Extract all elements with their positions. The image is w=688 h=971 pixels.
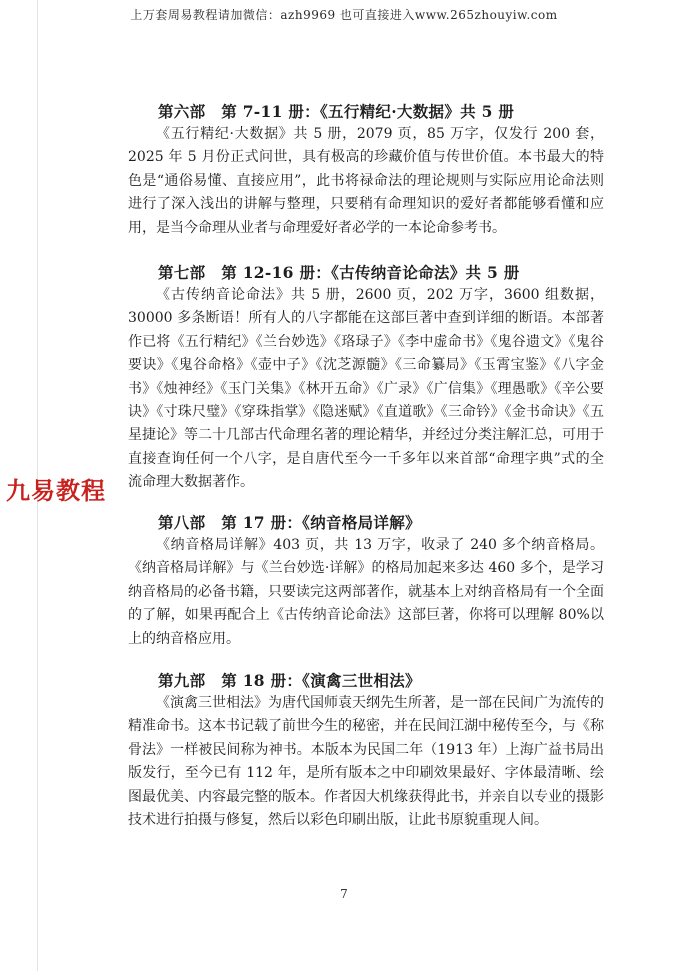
watermark-logo-text: 九易教程 <box>6 477 106 505</box>
page-header: 上万套周易教程请加微信：azh9969 也可直接进入www.265zhouyiw.com <box>130 8 558 22</box>
section-part-nine <box>128 670 604 832</box>
section-part-six <box>128 101 604 240</box>
section-heading: 第七部 第 12-16 册：《古传纳音论命法》共 5 册 <box>158 263 520 282</box>
section-part-eight <box>128 512 604 651</box>
section-heading: 第九部 第 18 册：《演禽三世相法》 <box>158 671 421 690</box>
section-part-seven <box>128 262 604 495</box>
page-number: 7 <box>340 887 348 901</box>
section-body: 《古传纳音论命法》共 5 册，2600 页，202 万字，3600 组数据，30000 多条断语！所有人的八字都能在这部巨著中查到详细的断语。本部著作已将《五行精纪》《兰台妙选》《珞琭子》《李中虚命书》《鬼谷遗文》《鬼谷要诀》《鬼谷命格》《壶中子》《沈芝源髓》《三命纂局》《玉霄宝鉴》《八字金书》《烛神经》《玉门关集》《林开五命》《广录》《广信集》《理愚歌》《辛公要诀》《寸珠尺璧》《穿珠指掌》《隐迷赋》《直道歌》《三命钤》《金书命诀》《五星捷论》等二十几部古代命理名著的理论精华，并经过分类注解汇总，可用于直接查询任何一个八字，是自唐代至今一千多年以来首部“命理字典”式的全流命理大数据著作。 <box>128 287 604 491</box>
section-body: 《演禽三世相法》为唐代国师袁天纲先生所著，是一部在民间广为流传的精准命书。这本书记载了前世今生的秘密，并在民间江湖中秘传至今，与《称骨法》一样被民间称为神书。本版本为民国二年（1913 年）上海广益书局出版发行，至今已有 112 年，是所有版本之中印刷效果最好、字体最清晰、绘图最优美、内容最完整的版本。作者因大机缘获得此书，并亲自以专业的摄影技术进行拍摄与修复，然后以彩色印刷出版，让此书原貌重现人间。 <box>128 695 604 829</box>
section-body: 《纳音格局详解》403 页，共 13 万字，收录了 240 多个纳音格局。《纳音格局详解》与《兰台妙选·详解》的格局加起来多达 460 多个，是学习纳音格局的必备书籍，只要读完这两部著作，就基本上对纳音格局有一个全面的了解，如果再配合上《古传纳音论命法》这部巨著，你将可以理解 80%以上的纳音格应用。 <box>128 537 604 647</box>
section-heading: 第八部 第 17 册：《纳音格局详解》 <box>158 513 421 532</box>
section-body: 《五行精纪·大数据》共 5 册，2079 页，85 万字，仅发行 200 套，2025 年 5 月份正式问世，具有极高的珍藏价值与传世价值。本书最大的特色是“通俗易懂、直接应用”，此书将禄命法的理论规则与实际应用论命法则进行了深入浅出的讲解与整理，只要稍有命理知识的爱好者都能够看懂和应用，是当今命理从业者与命理爱好者必学的一本论命参考书。 <box>128 126 604 236</box>
section-heading: 第六部 第 7-11 册：《五行精纪·大数据》共 5 册 <box>158 102 515 121</box>
